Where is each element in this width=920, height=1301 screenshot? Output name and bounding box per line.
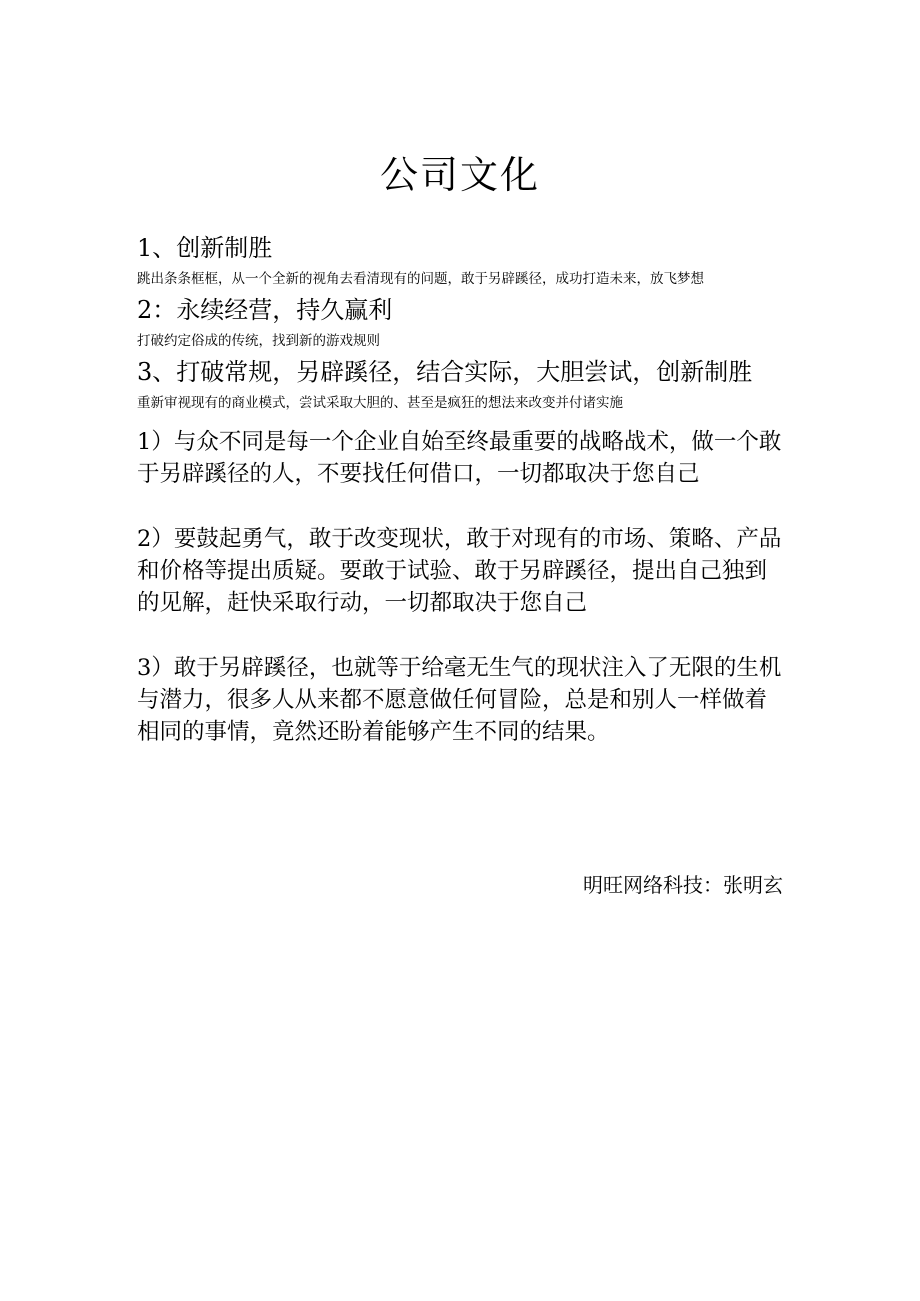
section-1-heading: 1、创新制胜 [137,234,273,262]
document-body [137,232,787,748]
paragraph-2: 2）要鼓起勇气，敢于改变现状，敢于对现有的市场、策略、产品和价格等提出质疑。要敢于试验、敢于另辟蹊径，提出自己独到的见解，赶快采取行动，一切都取决于您自己 [137,526,782,616]
paragraph-1: 1）与众不同是每一个企业自始至终最重要的战略战术，做一个敢于另辟蹊径的人，不要找任何借口，一切都取决于您自己 [137,429,782,487]
section-2-note: 打破约定俗成的传统，找到新的游戏规则 [137,333,380,349]
signature: 明旺网络科技：张明玄 [583,873,783,897]
section-3-note: 重新审视现有的商业模式，尝试采取大胆的、甚至是疯狂的想法来改变并付诸实施 [137,395,623,411]
section-1-note: 跳出条条框框，从一个全新的视角去看清现有的问题，敢于另辟蹊径，成功打造未来，放飞梦想 [137,271,704,287]
section-2-heading: 2：永续经营，持久赢利 [137,296,393,324]
paragraph-3: 3）敢于另辟蹊径，也就等于给毫无生气的现状注入了无限的生机与潜力，很多人从来都不愿意做任何冒险，总是和别人一样做着相同的事情，竟然还盼着能够产生不同的结果。 [137,655,782,745]
document-title: 公司文化 [379,153,540,197]
section-3-heading: 3、打破常规，另辟蹊径，结合实际，大胆尝试，创新制胜 [137,358,753,386]
